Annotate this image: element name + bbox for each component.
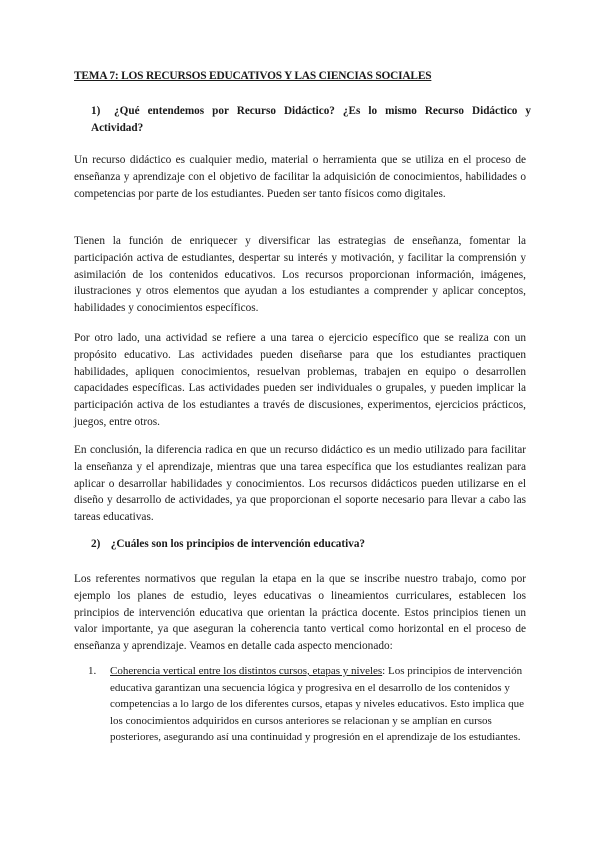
document-title: TEMA 7: LOS RECURSOS EDUCATIVOS Y LAS CIENCIAS SOCIALES — [74, 70, 432, 82]
question-2-number: 2) — [91, 538, 101, 550]
question-1-heading — [91, 103, 531, 137]
list-item-heading: Coherencia vertical entre los distintos cursos, etapas y niveles — [110, 665, 383, 677]
list-item-number: 1. — [88, 665, 97, 677]
paragraph-2: Tienen la función de enriquecer y diversificar las estrategias de enseñanza, fomentar la participación activa de estudiantes, despertar su interés y motivación, y facilitar la comprensión y asimilación de los contenidos educativos. Los recursos proporcionan información, imágenes, ilustraciones y otros elementos que ayudan a los estudiantes a comprender y aplicar conceptos, habilidades y conocimientos específicos. — [74, 235, 526, 315]
paragraph-5: Los referentes normativos que regulan la etapa en la que se inscribe nuestro trabajo, como por ejemplo los planes de estudio, leyes educativas o lineamientos curriculares, establecen los principios de intervención educativa que orientan la práctica docente. Estos principios tienen un valor importante, ya que aseguran la coherencia tanto vertical como horizontal en el proceso de enseñanza y aprendizaje. Veamos en detalle cada aspecto mencionado: — [74, 573, 526, 653]
paragraph-3: Por otro lado, una actividad se refiere a una tarea o ejercicio específico que se realiza con un propósito educativo. Las actividades pueden diseñarse para que los estudiantes practiquen habilidades, apliquen conocimientos, resuelvan problemas, trabajen en equipo o desarrollen capacidades específicas. Las actividades pueden ser individuales o grupales, y pueden implicar la participación activa de los estudiantes a través de discusiones, experimentos, ejercicios prácticos, juegos, entre otros. — [74, 332, 526, 428]
paragraph-1: Un recurso didáctico es cualquier medio, material o herramienta que se utiliza en el proceso de enseñanza y aprendizaje con el objetivo de facilitar la adquisición de conocimientos, habilidades o competencias por parte de los estudiantes. Pueden ser tanto físicos como digitales. — [74, 154, 526, 200]
question-1-text: ¿Qué entendemos por Recurso Didáctico? ¿Es lo mismo Recurso Didáctico y Actividad? — [91, 105, 532, 134]
list-item-body-wrapper — [110, 663, 528, 746]
paragraph-4: En conclusión, la diferencia radica en que un recurso didáctico es un medio utilizado para facilitar la enseñanza y el aprendizaje, mientras que una tarea específica que los estudiantes realizan para aplicar o desarrollar habilidades y conocimientos. Los recursos didácticos pueden utilizarse en el diseño y desarrollo de actividades, ya que proporcionan el soporte necesario para llevar a cabo las tareas educativas. — [74, 444, 526, 524]
question-2-text: ¿Cuáles son los principios de intervención educativa? — [110, 538, 366, 550]
question-2-heading — [91, 536, 531, 553]
question-1-number: 1) — [91, 105, 101, 117]
list-item-body: : Los principios de intervención educativa garantizan una secuencia lógica y progresiva en el desarrollo de los contenidos y competencias a lo largo de los diferentes cursos, etapas y niveles educativos. Esto implica que los conocimientos adquiridos en cursos anteriores se relacionan y se amplían en cursos posteriores, asegurando así una continuidad y progresión en el aprendizaje de los estudiantes. — [110, 665, 525, 744]
list-item — [88, 663, 528, 746]
